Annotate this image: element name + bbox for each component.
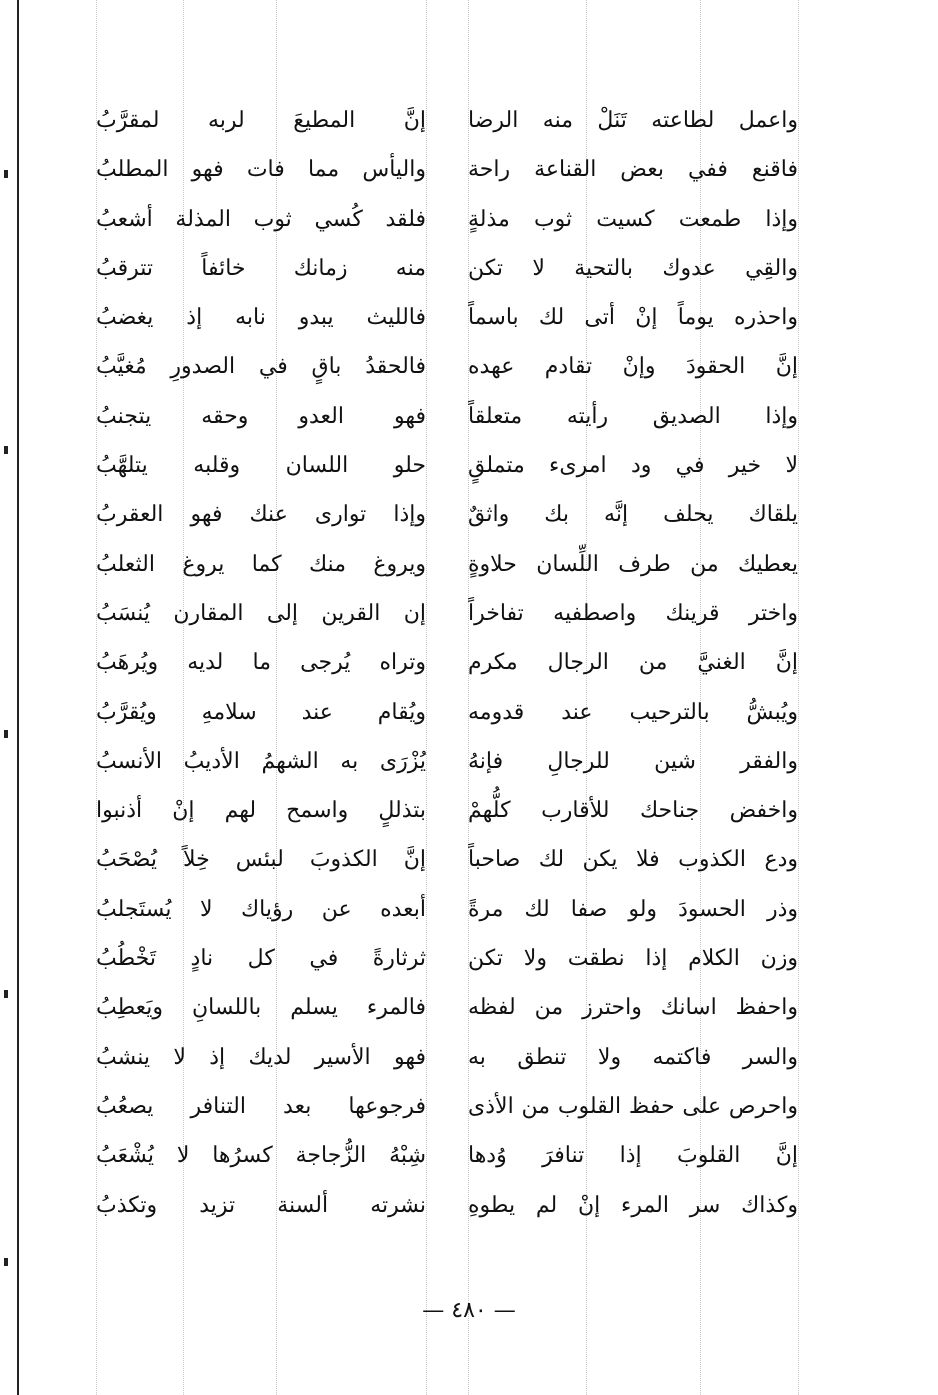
verse-first-hemistich: لا خير في ود امرىء متملقٍ — [468, 453, 798, 479]
margin-mark — [4, 446, 8, 454]
verse-second-hemistich: فلقد كُسي ثوب المذلة أشعبُ — [96, 206, 426, 232]
verse-second-hemistich: أبعده عن رؤياك لا يُستَجلبُ — [96, 896, 426, 922]
verse-first-hemistich: واحفظ اسانك واحترز من لفظه — [468, 995, 798, 1021]
verse-second-hemistich: فالمرء يسلم باللسانِ ويَعطِبُ — [96, 995, 426, 1021]
verse-second-hemistich: فالحقدُ باقٍ في الصدورِ مُغيَّبُ — [96, 354, 426, 380]
verse-first-hemistich: وزن الكلام إذا نطقت ولا تكن — [468, 946, 798, 972]
verse-first-hemistich: والسر فاكتمه ولا تنطق به — [468, 1044, 798, 1070]
verse-second-hemistich: بتذللٍ واسمح لهم إنْ أذنبوا — [96, 798, 426, 824]
verse-second-hemistich: ثرثارةً في كل نادٍ تَخْطُبُ — [96, 946, 426, 972]
verse-first-hemistich: إنَّ الحقودَ وإنْ تقادم عهده — [468, 354, 798, 380]
verse-first-hemistich: وكذاك سر المرء إنْ لم يطوهِ — [468, 1192, 798, 1218]
verse-second-hemistich: فهو الأسير لديك إذ لا ينشبُ — [96, 1044, 426, 1070]
margin-mark — [4, 1258, 8, 1266]
verse-second-hemistich: واليأس مما فات فهو المطلبُ — [96, 157, 426, 183]
verse-second-hemistich: يُزْرَى به الشهمُ الأديبُ الأنسبُ — [96, 748, 426, 774]
verse-first-hemistich: ويُبشُّ بالترحيب عند قدومه — [468, 699, 798, 725]
verse-second-hemistich: منه زمانك خائفاً تترقبُ — [96, 255, 426, 281]
verse-first-hemistich: واحرص على حفظ القلوب من الأذى — [468, 1093, 798, 1119]
verse-first-hemistich: ودع الكذوب فلا يكن لك صاحباً — [468, 847, 798, 873]
verse-second-hemistich: فالليث يبدو نابه إذ يغضبُ — [96, 305, 426, 331]
verse-second-hemistich: وإذا توارى عنك فهو العقربُ — [96, 502, 426, 528]
verse-first-hemistich: واخفض جناحك للأقارب كلُّهمْ — [468, 798, 798, 824]
verse-first-hemistich: وذر الحسودَ ولو صفا لك مرةً — [468, 896, 798, 922]
verse-first-hemistich: وإذا طمعت كسيت ثوب مذلةٍ — [468, 206, 798, 232]
verse-second-hemistich: إن القرين إلى المقارن يُنسَبُ — [96, 600, 426, 626]
dotted-guide — [426, 0, 427, 1395]
verse-second-hemistich: حلو اللسان وقلبه يتلهَّبُ — [96, 453, 426, 479]
verse-first-hemistich: فاقنع ففي بعض القناعة راحة — [468, 157, 798, 183]
verse-second-hemistich: إنَّ الكذوبَ لبئس خِلاً يُصْحَبُ — [96, 847, 426, 873]
verse-first-hemistich: واعمل لطاعته تَنَلْ منه الرضا — [468, 108, 798, 133]
verse-second-hemistich: نشرته ألسنة تزيد وتكذبُ — [96, 1192, 426, 1218]
verse-second-hemistich: إنَّ المطيعَ لربه لمقرَّبُ — [96, 108, 426, 133]
poem-left-column — [96, 96, 426, 1230]
verse-second-hemistich: شِبْهُ الزُّجاجة كسرُها لا يُشْعَبُ — [96, 1143, 426, 1169]
verse-first-hemistich: إنَّ القلوبَ إذا تنافرَ وُدها — [468, 1143, 798, 1169]
verse-second-hemistich: ويروغ منك كما يروغ الثعلبُ — [96, 551, 426, 577]
verse-first-hemistich: والقِي عدوك بالتحية لا تكن — [468, 255, 798, 281]
verse-first-hemistich: إنَّ الغنيَّ من الرجال مكرم — [468, 650, 798, 676]
verse-first-hemistich: يلقاك يحلف إنَّه بك واثقٌ — [468, 502, 798, 528]
verse-first-hemistich: واختر قرينك واصطفيه تفاخراً — [468, 600, 798, 626]
verse-first-hemistich: واحذره يوماً إنْ أتى لك باسماً — [468, 305, 798, 331]
poem-right-column — [468, 96, 798, 1230]
verse-first-hemistich: وإذا الصديق رأيته متعلقاً — [468, 403, 798, 429]
verse-second-hemistich: فرجوعها بعد التنافر يصعُبُ — [96, 1093, 426, 1119]
verse-second-hemistich: وتراه يُرجى ما لديه ويُرهَبُ — [96, 650, 426, 676]
left-margin-line — [17, 0, 19, 1395]
verse-first-hemistich: والفقر شين للرجالِ فإنهُ — [468, 748, 798, 774]
margin-mark — [4, 990, 8, 998]
verse-second-hemistich: فهو العدو وحقه يتجنبُ — [96, 403, 426, 429]
page-number: — ٤٨٠ — — [422, 1298, 516, 1323]
verse-first-hemistich: يعطيك من طرف اللِّسان حلاوةٍ — [468, 551, 798, 577]
verse-second-hemistich: ويُقام عند سلامهِ ويُقرَّبُ — [96, 699, 426, 725]
dotted-guide — [798, 0, 799, 1395]
margin-mark — [4, 730, 8, 738]
margin-mark — [4, 170, 8, 178]
